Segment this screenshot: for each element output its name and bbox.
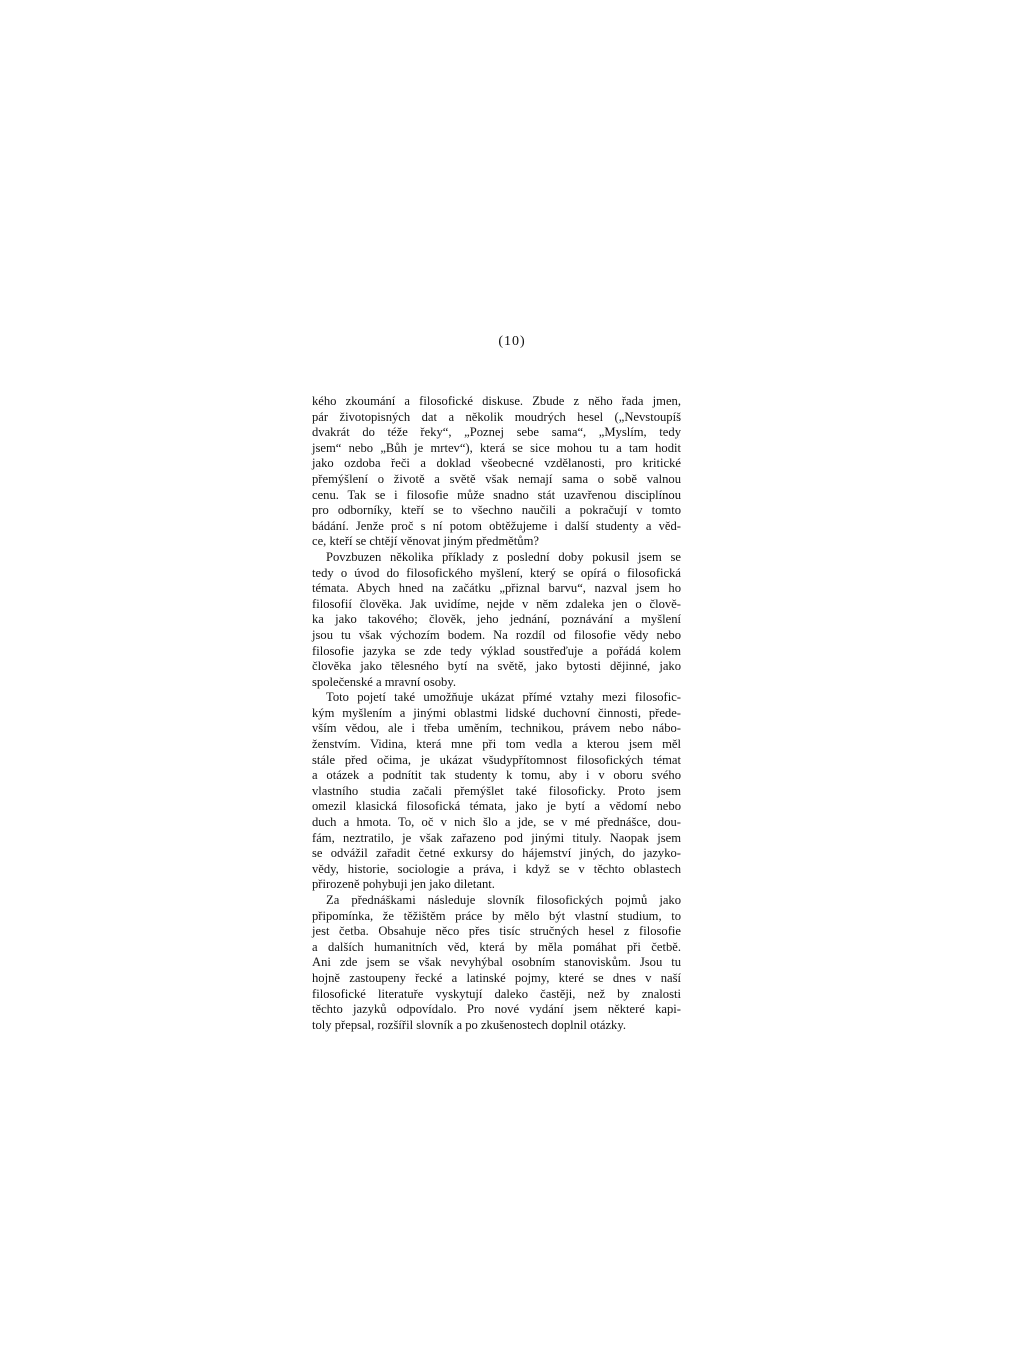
text-line: jsou tu však výchozím bodem. Na rozdíl od filosofie vědy nebo (312, 627, 681, 642)
text-line: témata. Abych hned na začátku „přiznal barvu“, nazval jsem ho (312, 581, 681, 596)
text-line: jsem“ nebo „Bůh je mrtev“), která se sice mohou tu a tam hodit (312, 440, 681, 455)
paragraph (312, 550, 681, 690)
text-line: tedy o úvod do filosofického myšlení, který se opírá o filosofická (312, 565, 681, 580)
text-line: jest četba. Obsahuje něco přes tisíc stručných hesel z filosofie (312, 924, 681, 939)
text-line: filosofií člověka. Jak uvidíme, nejde v něm zdaleka jen o člově- (312, 596, 681, 611)
text-line: Povzbuzen několika příklady z poslední doby pokusil jsem se (326, 549, 681, 564)
text-line: kým myšlením a jinými oblastmi lidské duchovní činnosti, přede- (312, 705, 681, 720)
text-line: připomínka, že těžištěm práce by mělo být vlastní studium, to (312, 908, 681, 923)
text-line: filosofické literatuře vyskytují daleko častěji, než by znalosti (312, 986, 681, 1001)
text-line: jako ozdoba řeči a doklad všeobecné vzdělanosti, pro kritické (312, 456, 681, 471)
text-line: omezil klasická filosofická témata, jako je bytí a vědomí nebo (312, 799, 681, 814)
text-line: přemýšlení o životě a světě však nemají sama o sobě valnou (312, 471, 681, 486)
text-line: hojně zastoupeny řecké a latinské pojmy, které se dnes v naší (312, 970, 681, 985)
paragraph (312, 690, 681, 893)
text-line: ka jako takového; člověk, jeho jednání, poznávání a myšlení (312, 612, 681, 627)
text-line: fám, neztratilo, je však zařazeno pod jinými tituly. Naopak jsem (312, 830, 681, 845)
text-line: přirozeně pohybuji jen jako diletant. (312, 877, 495, 892)
text-line: ce, kteří se chtějí věnovat jiným předmětům? (312, 534, 539, 549)
text-line: stále před očima, je ukázat všudypřítomnost filosofických témat (312, 752, 681, 767)
text-line: filosofie jazyka se zde tedy výklad soustřeďuje a pořádá kolem (312, 643, 681, 658)
text-line: se odvážil zařadit četné exkursy do hájemství jiných, do jazyko- (312, 846, 681, 861)
text-line: Toto pojetí také umožňuje ukázat přímé vztahy mezi filosofic- (326, 690, 681, 705)
text-line: vědy, historie, sociologie a práva, i když se v těchto oblastech (312, 861, 681, 876)
text-line: člověka jako tělesného bytí na světě, jako bytosti dějinné, jako (312, 659, 681, 674)
text-line: Ani zde jsem se však nevyhýbal osobním stanoviskům. Jsou tu (312, 955, 681, 970)
text-line: kého zkoumání a filosofické diskuse. Zbude z něho řada jmen, (312, 394, 681, 408)
text-line: a otázek a podnítit tak studenty k tomu, aby i v oboru svého (312, 768, 681, 783)
text-line: vším vědou, ale i třeba uměním, technikou, právem nebo nábo- (312, 721, 681, 736)
text-line: a dalších humanitních věd, která by měla pomáhat při četbě. (312, 939, 681, 954)
text-line: těchto jazyků odpovídalo. Pro nové vydání jsem některé kapi- (312, 1002, 681, 1017)
text-line: dvakrát do téže řeky“, „Poznej sebe sama“, „Myslím, tedy (312, 425, 681, 440)
text-line: společenské a mravní osoby. (312, 674, 456, 689)
text-line: bádání. Jenže proč s ní potom obtěžujeme i další studenty a věd- (312, 518, 681, 533)
text-line: cenu. Tak se i filosofie může snadno stát uzavřenou disciplínou (312, 487, 681, 502)
paragraph (312, 893, 681, 1033)
text-line: toly přepsal, rozšířil slovník a po zkušenostech doplnil otázky. (312, 1017, 626, 1032)
text-line: pro odborníky, kteří se to všechno naučili a pokračují v tomto (312, 503, 681, 518)
paragraph (312, 394, 681, 550)
body-text (312, 394, 681, 1033)
text-line: Za přednáškami následuje slovník filosofických pojmů jako (326, 893, 681, 907)
text-line: vlastního studia začali přemýšlet také filosoficky. Proto jsem (312, 783, 681, 798)
page-number: (10) (498, 334, 526, 349)
text-line: ženstvím. Vidina, která mne při tom vedla a kterou jsem měl (312, 737, 681, 752)
text-line: pár životopisných dat a několik moudrých hesel („Nevstoupíš (312, 409, 681, 424)
text-line: duch a hmota. To, oč v nich šlo a jde, se v mé přednášce, dou- (312, 815, 681, 830)
